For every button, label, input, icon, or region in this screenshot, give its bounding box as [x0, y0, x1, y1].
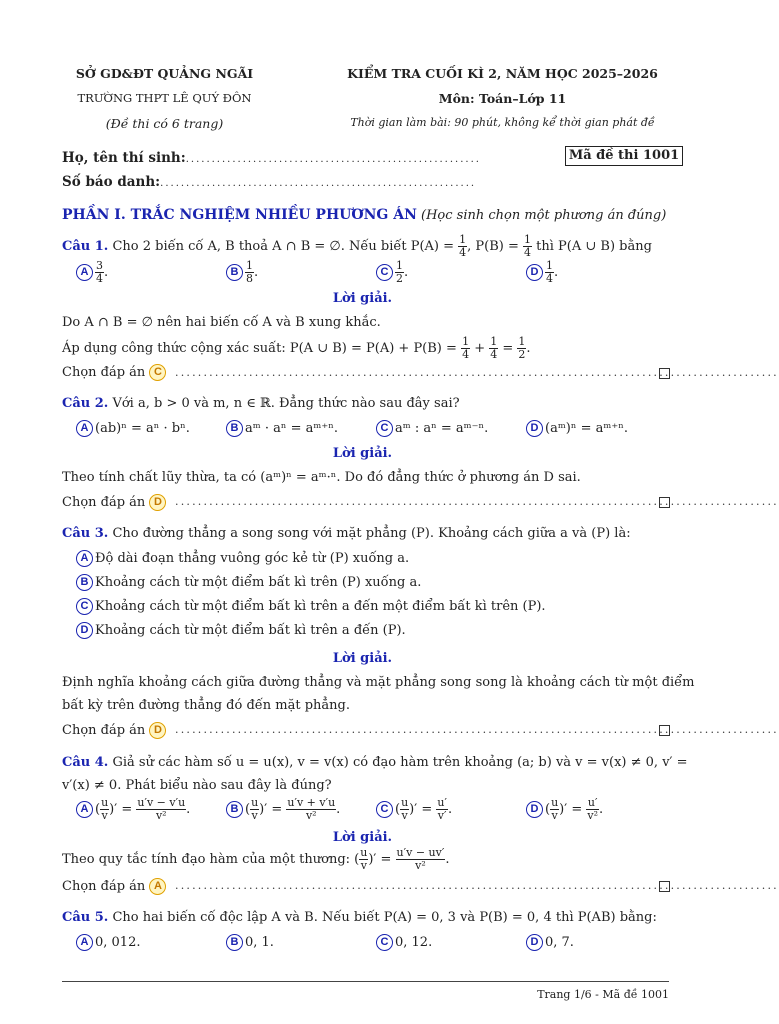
section-note: (Học sinh chọn một phương án đúng): [421, 208, 667, 223]
question-label: Câu 3.: [62, 526, 109, 541]
stem-text: Cho hai biến cố độc lập A và B. Nếu biết P(A) = 0, 3 và P(B) = 0, 4 thì P(AB) bằng:: [112, 910, 657, 925]
solution-line: bất kỳ trên đường thẳng đó đến mặt phẳng.: [62, 698, 350, 713]
solution-line: Do A ∩ B = ∅ nên hai biến cố A và B xung khắc.: [62, 315, 381, 330]
section-heading: [62, 207, 666, 223]
stem-text: Giả sử các hàm số u = u(x), v = v(x) có đạo hàm trên khoảng (a; b) và v = v(x) ≠ 0, v′ =: [112, 755, 688, 770]
solution-heading: Lời giải.: [332, 291, 393, 306]
option-c[interactable]: C ( $\frac{u}{v}$ )′ = $\frac{u'}{v'}$ .: [376, 797, 452, 822]
question-4-stem: [62, 755, 688, 770]
option-a[interactable]: A Độ dài đoạn thẳng vuông góc kẻ từ (P) xuống a.: [76, 550, 409, 567]
stem-text: , P(B) =: [467, 239, 519, 254]
exam-title: KIỂM TRA CUỐI KÌ 2, NĂM HỌC 2025–2026: [347, 66, 658, 81]
option-letter-b: B: [226, 264, 243, 281]
question-label: Câu 5.: [62, 910, 109, 925]
stem-text: Cho 2 biến cố A, B thoả A ∩ B = ∅. Nếu biết P(A) =: [112, 239, 455, 254]
solution-line: Theo quy tắc tính đạo hàm của một thương: ( $\frac{u}{v}$ )′ = $\frac{u'v - uv'}{\text{v²}}$ .: [62, 846, 450, 872]
checkbox[interactable]: [659, 497, 670, 508]
answer-row: Chọn đáp án A: [62, 878, 168, 895]
page-footer: Trang 1/6 - Mã đề 1001: [537, 988, 669, 1001]
section-title: PHẦN I. TRẮC NGHIỆM NHIỀU PHƯƠNG ÁN: [62, 207, 417, 223]
solution-line: Theo tính chất lũy thừa, ta có (aᵐ)ⁿ = aᵐ·ⁿ. Do đó đẳng thức ở phương án D sai.: [62, 470, 581, 485]
checkbox[interactable]: [659, 725, 670, 736]
option-d[interactable]: D 0, 7.: [526, 934, 574, 951]
option-b[interactable]: B aᵐ · aⁿ = aᵐ⁺ⁿ.: [226, 420, 338, 437]
candidate-id-row: Số báo danh:.............................................................: [62, 174, 477, 190]
option-b[interactable]: B Khoảng cách từ một điểm bất kì trên (P) xuống a.: [76, 574, 421, 591]
option-b[interactable]: B $\frac{1}{8}$ .: [226, 260, 258, 285]
question-label: Câu 1.: [62, 239, 109, 254]
checkbox[interactable]: [659, 368, 670, 379]
dot-leader: ..........................................................................................................: [175, 723, 779, 736]
answer-badge: D: [149, 722, 166, 739]
option-letter-c: C: [376, 264, 393, 281]
dot-leader: ..........................................................................................................: [175, 495, 779, 508]
option-c[interactable]: C 0, 12.: [376, 934, 432, 951]
stem-text: Cho đường thẳng a song song với mặt phẳng (P). Khoảng cách giữa a và (P) là:: [112, 526, 631, 541]
question-1-stem: [62, 234, 652, 259]
option-d[interactable]: D ( $\frac{u}{v}$ )′ = $\frac{u'}{\text{v²}}$ .: [526, 797, 603, 822]
solution-heading: Lời giải.: [332, 446, 393, 461]
solution-line: Áp dụng công thức cộng xác suất: P(A ∪ B) = P(A) + P(B) = $\frac{1}{4}$ + $\frac{1}{4}$ = $\frac{1}{2}$ .: [62, 335, 531, 361]
candidate-name-row: Họ, tên thí sinh:.........................................................: [62, 150, 481, 166]
stem-text: thì P(A ∪ B) bằng: [536, 239, 652, 254]
option-a[interactable]: A 0, 012.: [76, 934, 140, 951]
answer-row: Chọn đáp án C: [62, 364, 168, 381]
candidate-name-label: Họ, tên thí sinh:: [62, 150, 186, 166]
option-letter-d: D: [526, 264, 543, 281]
option-letter-a: A: [76, 264, 93, 281]
answer-row: Chọn đáp án D: [62, 494, 168, 511]
answer-badge: D: [149, 494, 166, 511]
option-b[interactable]: B ( $\frac{u}{v}$ )′ = $\frac{u'v + v'u}{\text{v²}}$ .: [226, 797, 340, 822]
option-a[interactable]: A ( $\frac{u}{v}$ )′ = $\frac{u'v - v'u}{\text{v²}}$ .: [76, 797, 190, 822]
solution-line: Định nghĩa khoảng cách giữa đường thẳng và mặt phẳng song song là khoảng cách từ một điểm: [62, 675, 695, 690]
school-name: TRƯỜNG THPT LÊ QUÝ ĐÔN: [77, 91, 252, 105]
page-count-note: (Đề thi có 6 trang): [105, 116, 224, 131]
answer-badge: A: [149, 878, 166, 895]
dot-leader: ..........................................................................................................: [175, 879, 779, 892]
exam-code-box: Mã đề thi 1001: [565, 146, 683, 166]
option-d[interactable]: D Khoảng cách từ một điểm bất kì trên a đến (P).: [76, 622, 406, 639]
solution-heading: Lời giải.: [332, 651, 393, 666]
option-c[interactable]: C Khoảng cách từ một điểm bất kì trên a đến một điểm bất kì trên (P).: [76, 598, 546, 615]
checkbox[interactable]: [659, 881, 670, 892]
footer-divider: [62, 981, 669, 982]
question-5-stem: [62, 910, 657, 925]
answer-row: Chọn đáp án D: [62, 722, 168, 739]
department-name: SỞ GD&ĐT QUẢNG NGÃI: [75, 66, 254, 81]
option-d[interactable]: D $\frac{1}{4}$ .: [526, 260, 558, 285]
question-label: Câu 2.: [62, 396, 109, 411]
fraction: $\frac{1}{4}$: [459, 233, 467, 259]
option-a[interactable]: A (ab)ⁿ = aⁿ · bⁿ.: [76, 420, 190, 437]
solution-heading: Lời giải.: [332, 830, 393, 845]
subject-line: Môn: Toán–Lớp 11: [438, 91, 567, 106]
candidate-id-label: Số báo danh:: [62, 174, 161, 190]
option-b[interactable]: B 0, 1.: [226, 934, 274, 951]
time-note: Thời gian làm bài: 90 phút, không kể thời gian phát đề: [350, 116, 655, 129]
question-3-stem: [62, 526, 631, 541]
option-a[interactable]: A $\frac{3}{4}$ .: [76, 260, 108, 285]
question-4-stem-cont: v′(x) ≠ 0. Phát biểu nào sau đây là đúng?: [62, 778, 332, 793]
dot-leader: ..........................................................................................................: [175, 366, 779, 379]
option-c[interactable]: C aᵐ : aⁿ = aᵐ⁻ⁿ.: [376, 420, 488, 437]
question-label: Câu 4.: [62, 755, 109, 770]
question-2-stem: [62, 396, 460, 411]
option-c[interactable]: C $\frac{1}{2}$ .: [376, 260, 408, 285]
stem-text: Với a, b > 0 và m, n ∈ ℝ. Đẳng thức nào sau đây sai?: [112, 396, 460, 411]
answer-badge: C: [149, 364, 166, 381]
fraction: $\frac{1}{4}$: [524, 233, 532, 259]
option-d[interactable]: D (aᵐ)ⁿ = aᵐ⁺ⁿ.: [526, 420, 628, 437]
